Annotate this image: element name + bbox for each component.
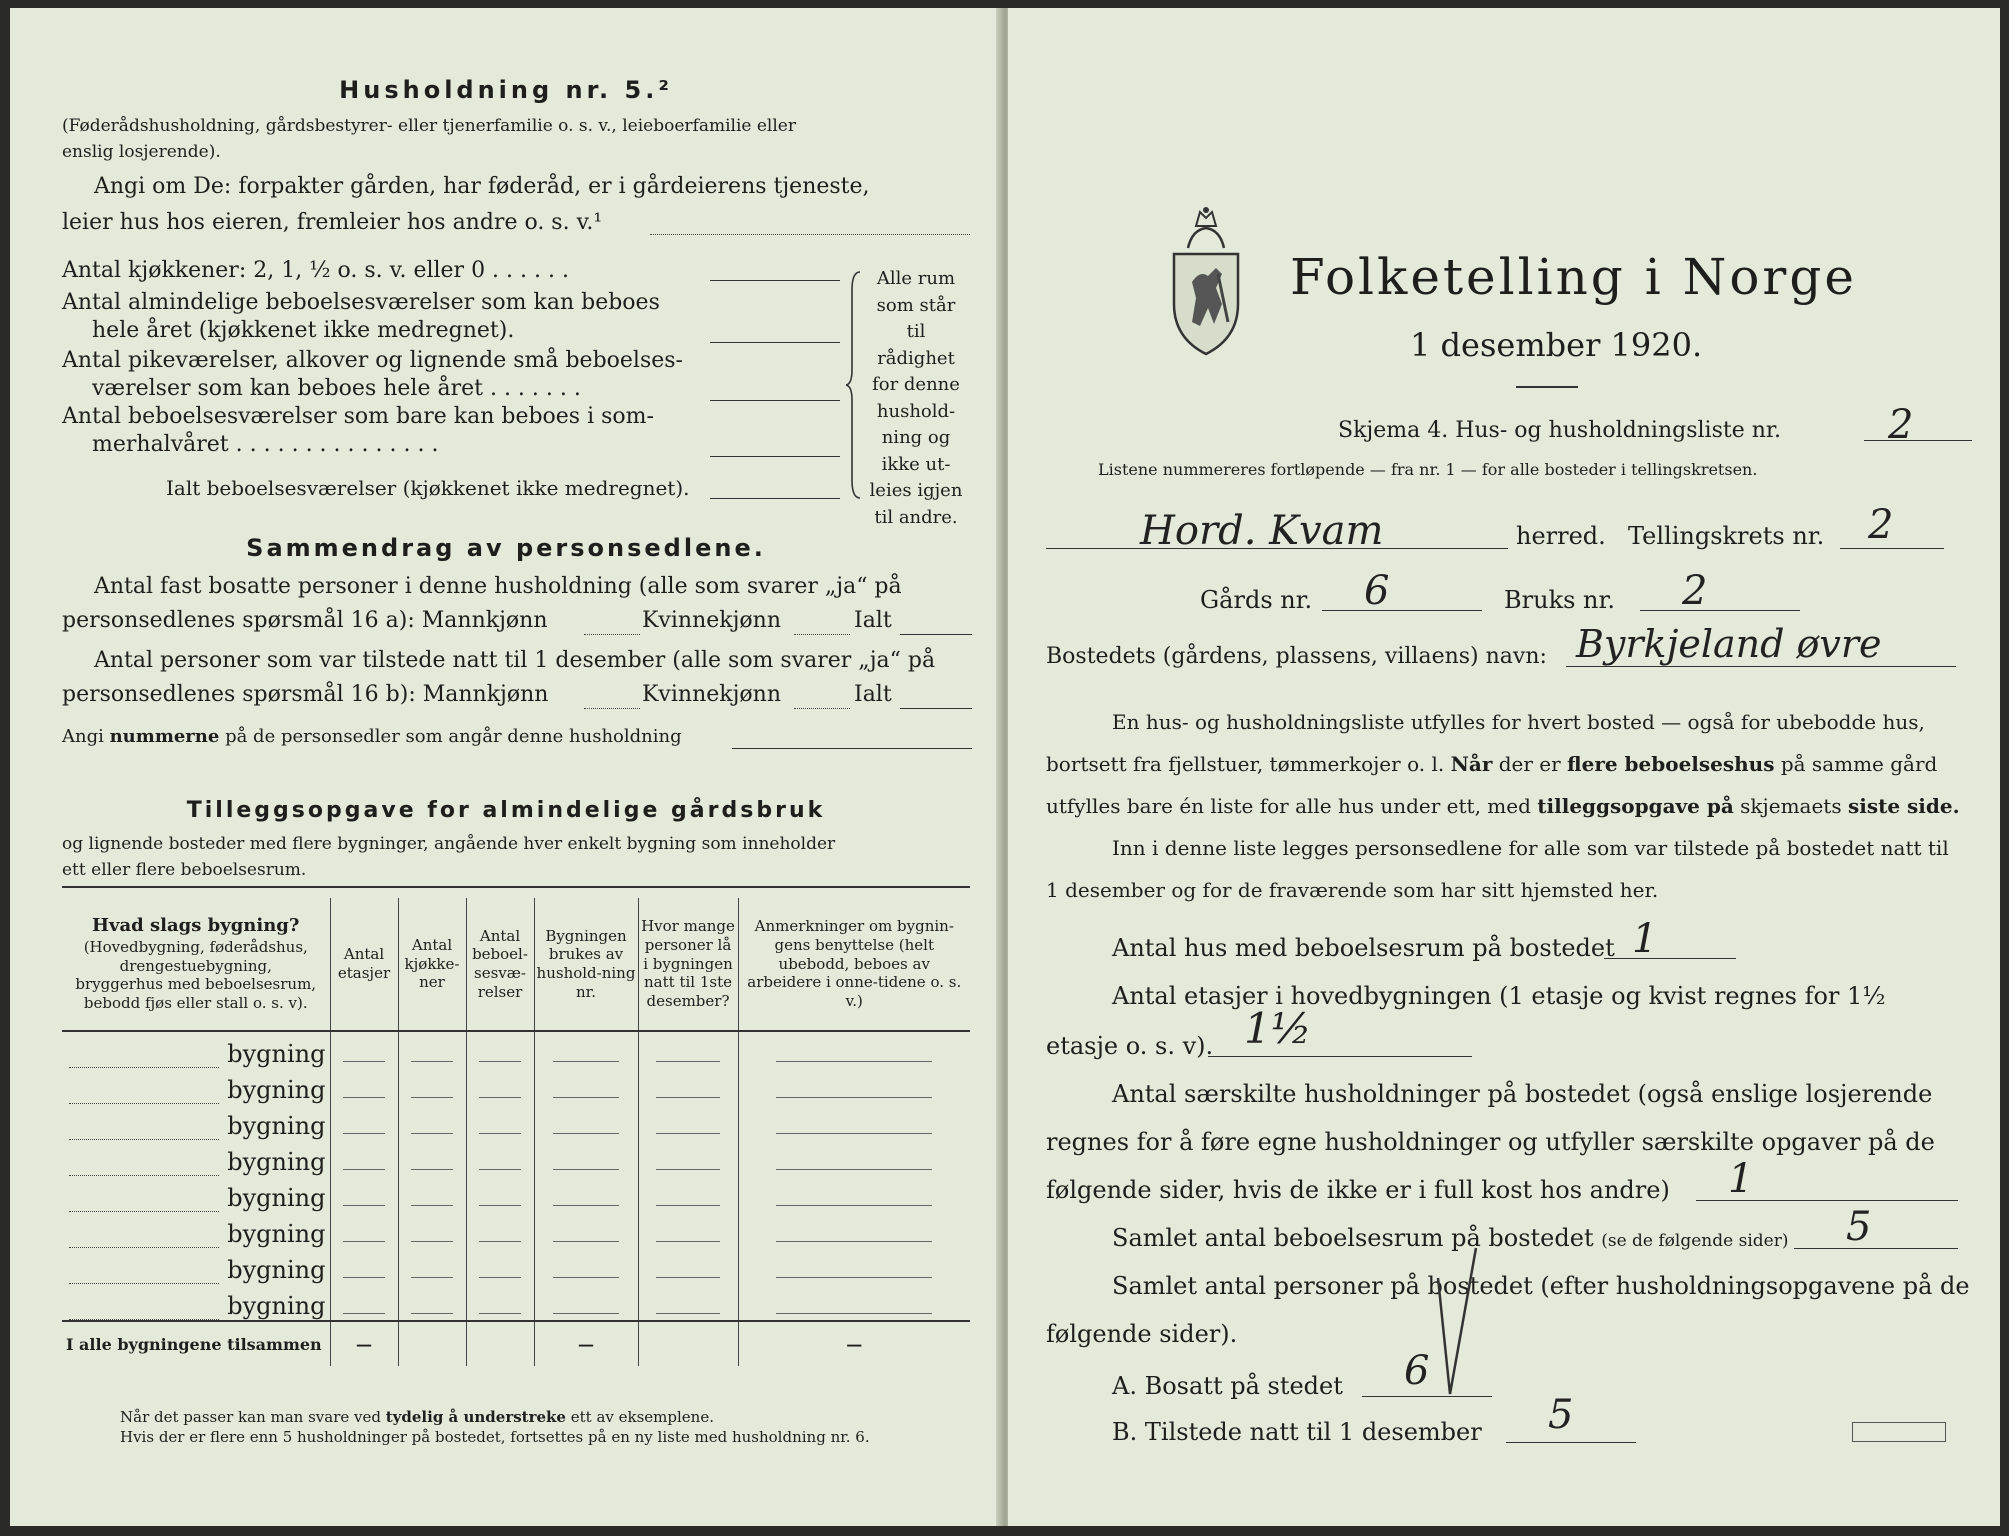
building-table [62,898,970,1366]
q-pers-1: Samlet antal personer på bostedet (efter husholdningsopgavene på de [1112,1272,1970,1300]
q-hush-2: regnes for å føre egne husholdninger og utfyller særskilte opgaver på de [1046,1128,1935,1156]
bosted-value: Byrkjeland øvre [1576,622,1882,666]
bosted-line [1566,666,1956,667]
q-hush-1: Antal særskilte husholdninger på bostedet (også enslige losjerende [1112,1080,1933,1108]
male-fast-line [584,634,640,635]
gards-value: 6 [1364,568,1390,614]
total-dash: — [330,1321,398,1366]
check-mark [1432,1244,1482,1404]
listene-note: Listene nummereres fortløpende — fra nr. 1 — for alle bosteder i tellingskretsen. [1098,460,1758,479]
ialt-fast-line [900,634,972,635]
skjema-label: Skjema 4. Hus- og husholdningsliste nr. [1338,418,1781,443]
col-building-type: Hvad slags bygning? (Hovedbygning, føderådshus, drengestuebygning, bryggerhus med beboelsesrum, bebodd fjøs eller stall o. s. v). [62,898,330,1031]
rooms-small-2: værelser som kan beboes hele året . . . . . . . [92,376,581,401]
tellingskrets-line [1840,548,1944,549]
para2-line-1: Inn i denne liste legges personsedlene for alle som var tilstede på bostedet natt til [1112,836,1949,860]
bruks-line [1640,610,1800,611]
q-etasjer-2: etasje o. s. v). [1046,1032,1214,1060]
footnote-1: Når det passer kan man svare ved tydelig å understreke ett av eksemplene. [120,1408,714,1426]
b-line [1506,1442,1636,1443]
ask-line-2: leier hus hos eieren, fremleier hos andre o. s. v.¹ [62,210,603,235]
supplement-intro-1: og lignende bosteder med flere bygninger, angående hver enkelt bygning som inneholder [62,834,836,854]
bosted-label: Bostedets (gårdens, plassens, villaens) navn: [1046,644,1547,669]
table-row: bygning [62,1248,970,1284]
right-page [1008,8,2000,1526]
footnote-2: Hvis der er flere enn 5 husholdninger på bostedet, fortsettes på en ny liste med husholdning nr. 6. [120,1428,870,1446]
q-hush-value: 1 [1728,1156,1754,1202]
herred-value: Hord. Kvam [1140,508,1384,554]
q-etasjer-line [1208,1056,1472,1057]
male-present-line [584,708,640,709]
summer-answer-line [710,456,840,457]
ialt-label-1: Ialt [854,608,892,633]
q-etasjer-value: 1½ [1244,1004,1312,1053]
q-rum-value: 5 [1846,1204,1872,1250]
col-floors: Antal etasjer [330,898,398,1031]
brace-note: Alle rum som står til rådighet for denne hushold- ning og ikke ut- leies igjen til andre. [869,268,963,528]
col-remarks: Anmerkninger om bygnin-gens benyttelse (helt ubebodd, beboes av arbeidere i onne-tidene o. s. v.) [738,898,970,1031]
col-rooms: Antal beboel-sesvæ-relser [466,898,534,1031]
q-rum: Samlet antal beboelsesrum på bostedet (se de følgende sider) [1112,1224,1789,1252]
household-title: Husholdning nr. 5.² [339,76,673,104]
col-household: Bygningen brukes av hushold-ning nr. [534,898,638,1031]
q-etasjer-1: Antal etasjer i hovedbygningen (1 etasje og kvist regnes for 1½ [1112,982,1886,1010]
title-rule [1516,386,1578,388]
kitchens-answer-line [710,280,840,281]
summary-line-1: Antal fast bosatte personer i denne husholdning (alle som svarer „ja“ på [94,574,902,599]
para1-line-1: En hus- og husholdningsliste utfylles for hvert bosted — også for ubebodde hus, [1112,710,1925,734]
ialt-label-2: Ialt [854,682,892,707]
summary-line-3: Antal personer som var tilstede natt til 1 desember (alle som svarer „ja“ på [94,648,936,673]
a-value: 6 [1404,1348,1430,1394]
col-kitchens: Antal kjøkke-ner [398,898,466,1031]
coat-of-arms-icon [1166,204,1246,360]
intro-line-1: (Føderådshusholdning, gårdsbestyrer- eller tjenerfamilie o. s. v., leieboerfamilie eller [62,116,796,136]
total-dash: — [738,1321,970,1366]
table-row: bygning [62,1031,970,1068]
para1-line-3: utfylles bare én liste for alle hus under ett, med tilleggsopgave på skjemaets siste side. [1046,794,1960,818]
ask-answer-line [650,234,970,235]
para1-line-2: bortsett fra fjellstuer, tømmerkojer o. l. Når der er flere beboelseshus på samme gård [1046,752,1938,776]
gards-label: Gårds nr. [1200,586,1313,614]
table-top-rule [62,886,970,888]
female-present-line [794,708,850,709]
numbers-line: Angi nummerne på de personsedler som angår denne husholdning [62,726,682,747]
b-label: B. Tilstede natt til 1 desember [1112,1418,1482,1446]
q-hus-line [1604,958,1736,959]
summary-line-4: personsedlenes spørsmål 16 b): Mannkjønn [62,682,549,707]
intro-line-2: enslig losjerende). [62,142,221,162]
bruks-value: 2 [1682,568,1708,614]
q-pers-2: følgende sider). [1046,1320,1238,1348]
table-row: bygning [62,1068,970,1104]
q-hus-value: 1 [1632,916,1658,962]
printer-stamp [1852,1422,1946,1442]
rooms-kitchens: Antal kjøkkener: 2, 1, ½ o. s. v. eller 0 . . . . . . [62,258,569,283]
b-value: 5 [1548,1392,1574,1438]
rooms-summer-2: merhalvåret . . . . . . . . . . . . . . . [92,432,439,457]
total-label: I alle bygningene tilsammen [62,1321,330,1366]
table-row: bygning [62,1176,970,1212]
brace [846,270,866,500]
col-persons: Hvor mange personer lå i bygningen natt til 1ste desember? [638,898,738,1031]
rooms-small-1: Antal pikeværelser, alkover og lignende små beboelses- [62,348,683,373]
gards-line [1322,610,1482,611]
ialt-present-line [900,708,972,709]
table-row: bygning [62,1140,970,1176]
left-page [10,8,1002,1526]
ordinary-answer-line [710,342,840,343]
table-row: bygning [62,1104,970,1140]
supplement-intro-2: ett eller flere beboelsesrum. [62,860,307,880]
q-hus: Antal hus med beboelsesrum på bostedet [1112,934,1615,962]
summary-line-2: personsedlenes spørsmål 16 a): Mannkjønn [62,608,548,633]
tellingskrets-label: Tellingskrets nr. [1628,522,1825,550]
rooms-summer-1: Antal beboelsesværelser som bare kan beboes i som- [62,404,654,429]
supplement-title: Tilleggsopgave for almindelige gårdsbruk [186,798,826,823]
rooms-ordinary-2: hele året (kjøkkenet ikke medregnet). [92,318,515,343]
female-fast-line [794,634,850,635]
census-date: 1 desember 1920. [1410,326,1703,364]
q-hush-3: følgende sider, hvis de ikke er i full kost hos andre) [1046,1176,1670,1204]
table-total-row [62,1321,970,1366]
rooms-total: Ialt beboelsesværelser (kjøkkenet ikke medregnet). [166,476,690,500]
total-answer-line [710,498,840,499]
para2-line-2: 1 desember og for de fraværende som har sitt hjemsted her. [1046,878,1659,902]
rooms-ordinary-1: Antal almindelige beboelsesværelser som kan beboes [62,290,660,315]
female-label-1: Kvinnekjønn [642,608,781,633]
table-row: bygning [62,1212,970,1248]
table-row: bygning [62,1284,970,1321]
census-title: Folketelling i Norge [1290,248,1857,306]
ask-line-1: Angi om De: forpakter gården, har føderåd, er i gårdeierens tjeneste, [94,174,870,199]
total-dash: — [534,1321,638,1366]
female-label-2: Kvinnekjønn [642,682,781,707]
skjema-line [1864,440,1972,441]
bruks-label: Bruks nr. [1504,586,1615,614]
q-rum-line [1794,1248,1958,1249]
numbers-answer-line [732,748,972,749]
summary-title: Sammendrag av personsedlene. [246,534,766,562]
herred-label: herred. [1516,522,1606,550]
skjema-value: 2 [1888,402,1914,448]
tellingskrets-value: 2 [1868,502,1894,548]
small-answer-line [710,400,840,401]
a-label: A. Bosatt på stedet [1112,1372,1343,1400]
